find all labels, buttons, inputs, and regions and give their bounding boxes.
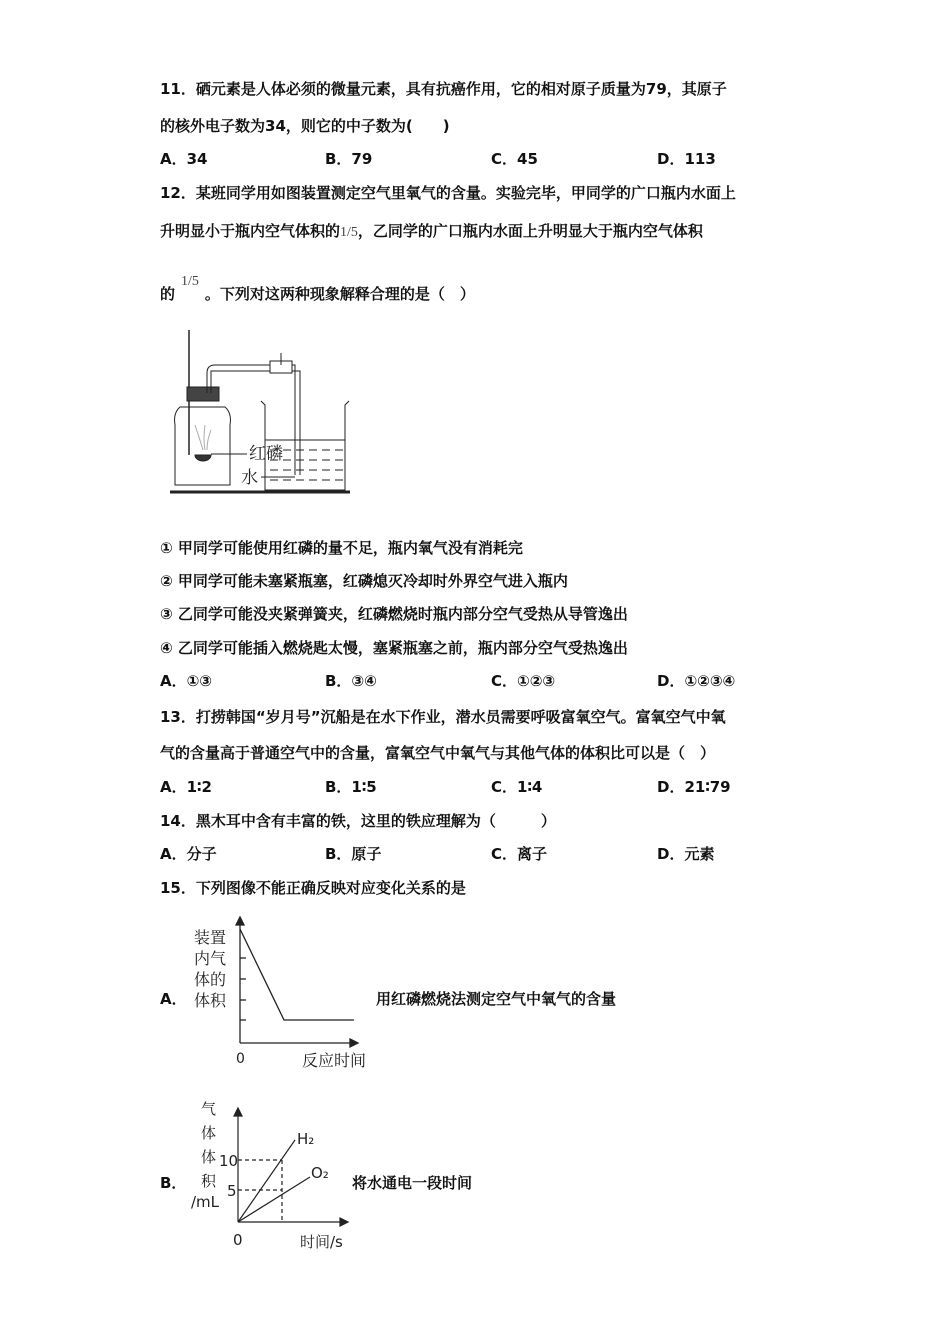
graph-a: [190, 915, 380, 1075]
q15-option-b-desc: 将水通电一段时间: [352, 1174, 473, 1192]
q14-line1: 14．黑木耳中含有丰富的铁，这里的铁应理解为（ ）: [160, 812, 556, 830]
fraction: 1/5: [181, 274, 199, 289]
label-water: 水: [241, 468, 258, 488]
label-phosphorus: 红磷: [249, 444, 283, 464]
series-h2-label: H₂: [297, 1130, 315, 1148]
y-label-line: 装置: [194, 928, 227, 947]
y-label-line: 积: [201, 1172, 217, 1190]
q12-option-d: D．①②③④: [657, 672, 736, 690]
q15-option-a-desc: 用红磷燃烧法测定空气中氧气的含量: [376, 990, 617, 1008]
tick-5: 5: [227, 1182, 237, 1200]
fraction: 1/5: [340, 225, 358, 240]
q11-line2: 的核外电子数为34，则它的中子数为( ): [160, 117, 450, 135]
graph-b: [185, 1100, 355, 1255]
q13-option-d: D．21∶79: [657, 778, 731, 796]
q12-option-c: C．①②③: [491, 672, 556, 690]
q14-option-a: A．分子: [160, 845, 217, 863]
y-label-line: 体积: [194, 991, 227, 1010]
statement-2: ② 甲同学可能未塞紧瓶塞，红磷熄灭冷却时外界空气进入瓶内: [160, 572, 568, 590]
q11-option-d: D．113: [657, 150, 716, 168]
q11-option-b: B．79: [325, 150, 373, 168]
q12-line1: 12．某班同学用如图装置测定空气里氧气的含量。实验完毕，甲同学的广口瓶内水面上: [160, 184, 736, 202]
statement-1: ① 甲同学可能使用红磷的量不足，瓶内氧气没有消耗完: [160, 539, 523, 557]
q12-line2b: ，乙同学的广口瓶内水面上升明显大于瓶内空气体积: [357, 222, 703, 240]
y-label-line: 体: [201, 1148, 217, 1166]
statement-3: ③ 乙同学可能没夹紧弹簧夹，红磷燃烧时瓶内部分空气受热从导管逸出: [160, 605, 628, 623]
tick-10: 10: [219, 1152, 239, 1170]
y-label-line: 气: [201, 1100, 217, 1118]
statement-4: ④ 乙同学可能插入燃烧匙太慢，塞紧瓶塞之前，瓶内部分空气受热逸出: [160, 639, 628, 657]
q12-option-b: B．③④: [325, 672, 377, 690]
q12-line2a: 升明显小于瓶内空气体积的: [160, 222, 341, 240]
q14-option-d: D．元素: [657, 845, 715, 863]
q14-option-b: B．原子: [325, 845, 382, 863]
q13-option-c: C．1∶4: [491, 778, 543, 796]
q13-line2: 气的含量高于普通空气中的含量，富氧空气中氧气与其他气体的体积比可以是（ ）: [160, 744, 716, 762]
origin-label: 0: [236, 1051, 245, 1067]
q11-line1: 11．硒元素是人体必须的微量元素，具有抗癌作用，它的相对原子质量为79，其原子: [160, 80, 727, 98]
q13-line1: 13．打捞韩国“岁月号”沉船是在水下作业，潜水员需要呼吸富氧空气。富氧空气中氧: [160, 708, 726, 726]
y-label-line: 体的: [194, 970, 227, 989]
q15-option-b-label: B．: [160, 1174, 187, 1192]
apparatus-figure: [165, 325, 355, 495]
series-o2-label: O₂: [311, 1164, 329, 1182]
q15-option-a-label: A．: [160, 990, 187, 1008]
q12-line3a: 的: [160, 285, 176, 303]
y-label-line: 体: [201, 1124, 217, 1142]
y-label-unit: /mL: [191, 1193, 220, 1211]
q13-option-b: B．1∶5: [325, 778, 377, 796]
q11-option-a: A．34: [160, 150, 208, 168]
origin-label: 0: [233, 1231, 243, 1249]
x-label: 反应时间: [302, 1051, 367, 1070]
q11-option-c: C．45: [491, 150, 538, 168]
q12-option-a: A．①③: [160, 672, 213, 690]
q13-option-a: A．1∶2: [160, 778, 212, 796]
y-label-line: 内气: [194, 949, 227, 968]
q15-line1: 15．下列图像不能正确反映对应变化关系的是: [160, 879, 466, 897]
x-label: 时间/s: [300, 1233, 343, 1251]
q12-line3b: 。下列对这两种现象解释合理的是（ ）: [204, 285, 475, 303]
q14-option-c: C．离子: [491, 845, 548, 863]
